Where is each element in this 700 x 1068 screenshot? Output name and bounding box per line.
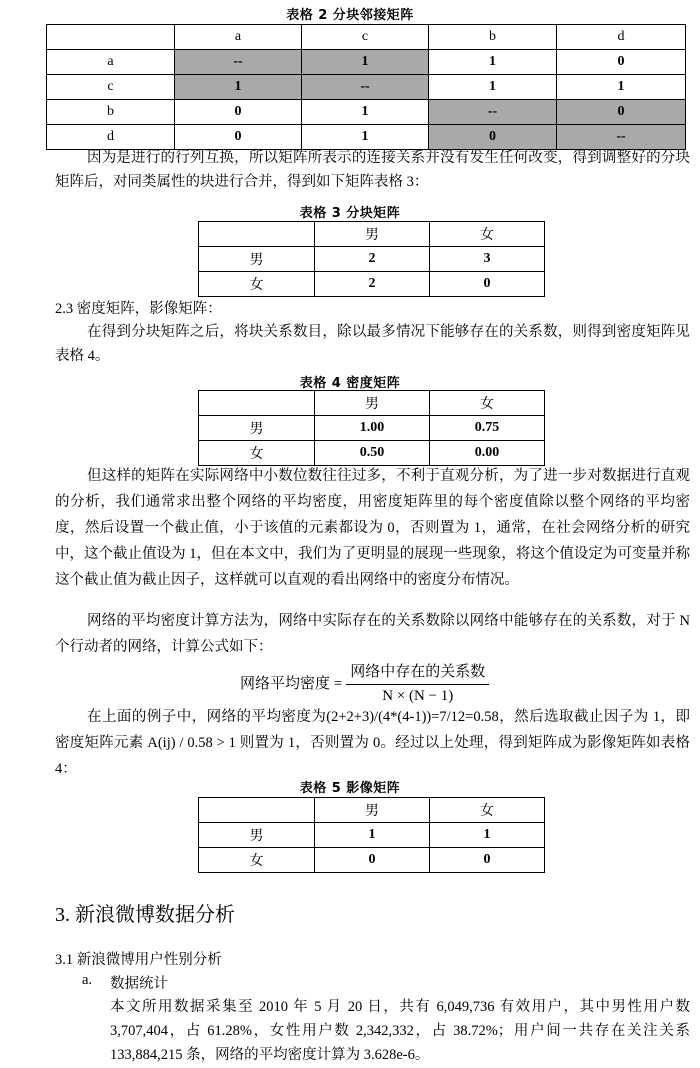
table4-density-matrix xyxy=(198,390,545,466)
matrix-cell: 1 xyxy=(557,75,686,100)
header-cell: c xyxy=(302,25,429,50)
paragraph-example-calculation: 在上面的例子中，网络的平均密度为(2+2+3)/(4*(4-1))=7/12=0.58，然后选取截止因子为 1，即密度矩阵元素 A(ij) / 0.58 > 1 则置为 1，否则置为 0。经过以上处理，得到矩阵成为影像矩阵如表格 4： xyxy=(55,709,690,777)
formula-numerator: 网络中存在的关系数 xyxy=(346,660,489,685)
matrix-cell: -- xyxy=(175,50,302,75)
table5-image-matrix xyxy=(198,797,545,873)
row-label: b xyxy=(47,100,175,125)
matrix-cell: 0.75 xyxy=(430,416,545,441)
header-cell: 女 xyxy=(430,798,545,823)
header-cell: 男 xyxy=(315,222,430,247)
table-row xyxy=(199,272,545,297)
matrix-cell: 0 xyxy=(557,50,686,75)
table3-caption: 表格 3 分块矩阵 xyxy=(299,206,401,221)
table2-block-adjacency-matrix xyxy=(46,24,686,150)
header-cell: a xyxy=(175,25,302,50)
table-row xyxy=(199,823,545,848)
matrix-cell: 0 xyxy=(430,848,545,873)
matrix-cell: 1 xyxy=(175,75,302,100)
average-density-formula xyxy=(240,660,489,705)
row-label: c xyxy=(47,75,175,100)
matrix-cell: 1 xyxy=(302,100,429,125)
table5-caption: 表格 5 影像矩阵 xyxy=(299,781,401,796)
row-label: a xyxy=(47,50,175,75)
header-cell xyxy=(199,798,315,823)
matrix-cell: 1 xyxy=(302,125,429,150)
row-label: 男 xyxy=(199,416,315,441)
header-cell: 男 xyxy=(315,798,430,823)
matrix-cell: 2 xyxy=(315,272,430,297)
matrix-cell: 1.00 xyxy=(315,416,430,441)
row-label: 男 xyxy=(199,823,315,848)
section-3-heading: 3. 新浪微博数据分析 xyxy=(55,904,235,926)
matrix-cell: 0 xyxy=(430,272,545,297)
row-label: 女 xyxy=(199,272,315,297)
formula-fraction xyxy=(346,660,489,705)
table3-block-matrix xyxy=(198,221,545,297)
table-header-row xyxy=(199,798,545,823)
matrix-cell: 1 xyxy=(315,823,430,848)
header-cell: d xyxy=(557,25,686,50)
table-row xyxy=(199,247,545,272)
header-cell: 女 xyxy=(430,391,545,416)
list-item-title: 数据统计 xyxy=(110,976,168,992)
header-cell xyxy=(199,391,315,416)
table-row xyxy=(47,50,686,75)
header-cell: 男 xyxy=(315,391,430,416)
row-label: 男 xyxy=(199,247,315,272)
table-row xyxy=(199,848,545,873)
list-item-body: 本文所用数据采集至 2010 年 5 月 20 日，共有 6,049,736 有效用户，其中男性用户数 3,707,404，占 61.28%，女性用户数 2,342,332，占 38.72%；用户间一共存在关注关系 133,884,215 条，网络的平均密度计算为 3.628e-6。 xyxy=(110,999,690,1063)
formula-lhs: 网络平均密度 = xyxy=(240,676,343,692)
header-cell: b xyxy=(429,25,557,50)
list-marker-a: a. xyxy=(82,972,93,988)
matrix-cell: 0.50 xyxy=(315,441,430,466)
matrix-cell: 2 xyxy=(315,247,430,272)
paragraph-average-density: 网络的平均密度计算方法为，网络中实际存在的关系数除以网络中能够存在的关系数，对于 N 个行动者的网络，计算公式如下： xyxy=(55,613,690,655)
header-cell: 女 xyxy=(430,222,545,247)
table-row xyxy=(199,416,545,441)
matrix-cell: 3 xyxy=(430,247,545,272)
matrix-cell: -- xyxy=(302,75,429,100)
row-label: 女 xyxy=(199,848,315,873)
header-cell xyxy=(199,222,315,247)
matrix-cell: 1 xyxy=(302,50,429,75)
table-header-row xyxy=(47,25,686,50)
paragraph-row-column-swap: 因为是进行的行列互换，所以矩阵所表示的连接关系并没有发生任何改变，得到调整好的分块矩阵后，对同类属性的块进行合并，得到如下矩阵表格 3： xyxy=(55,150,690,190)
table-row xyxy=(47,100,686,125)
header-cell xyxy=(47,25,175,50)
matrix-cell: 0 xyxy=(557,100,686,125)
matrix-cell: 0 xyxy=(175,100,302,125)
section-2-3-heading: 2.3 密度矩阵，影像矩阵： xyxy=(55,301,222,317)
paragraph-cutoff-factor: 但这样的矩阵在实际网络中小数位数往往过多，不利于直观分析，为了进一步对数据进行直观的分析，我们通常求出整个网络的平均密度，用密度矩阵里的每个密度值除以整个网络的平均密度，然后设置一个截止值，小于该值的元素都设为 0，否则置为 1，通常，在社会网络分析的研究中，这个截止值设为 1，但在本文中，我们为了更明显的展现一些现象，将这个值设定为可变量并称这个截止值为截止因子，这样就可以直观的看出网络中的密度分布情况。 xyxy=(55,468,690,588)
matrix-cell: 0 xyxy=(315,848,430,873)
matrix-cell: 1 xyxy=(429,50,557,75)
paragraph-density-matrix: 在得到分块矩阵之后，将块关系数目，除以最多情况下能够存在的关系数，则得到密度矩阵见表格 4。 xyxy=(55,324,690,364)
matrix-cell: -- xyxy=(429,100,557,125)
table-header-row xyxy=(199,222,545,247)
table-row xyxy=(47,75,686,100)
row-label: 女 xyxy=(199,441,315,466)
row-label: d xyxy=(47,125,175,150)
matrix-cell: 1 xyxy=(429,75,557,100)
matrix-cell: -- xyxy=(557,125,686,150)
matrix-cell: 0 xyxy=(175,125,302,150)
matrix-cell: 0.00 xyxy=(430,441,545,466)
table-header-row xyxy=(199,391,545,416)
table4-caption: 表格 4 密度矩阵 xyxy=(299,376,401,391)
section-3-1-heading: 3.1 新浪微博用户性别分析 xyxy=(55,952,222,968)
matrix-cell: 0 xyxy=(429,125,557,150)
matrix-cell: 1 xyxy=(430,823,545,848)
table2-caption: 表格 2 分块邻接矩阵 xyxy=(286,8,414,23)
table-row xyxy=(199,441,545,466)
formula-denominator: N × (N − 1) xyxy=(382,688,454,704)
